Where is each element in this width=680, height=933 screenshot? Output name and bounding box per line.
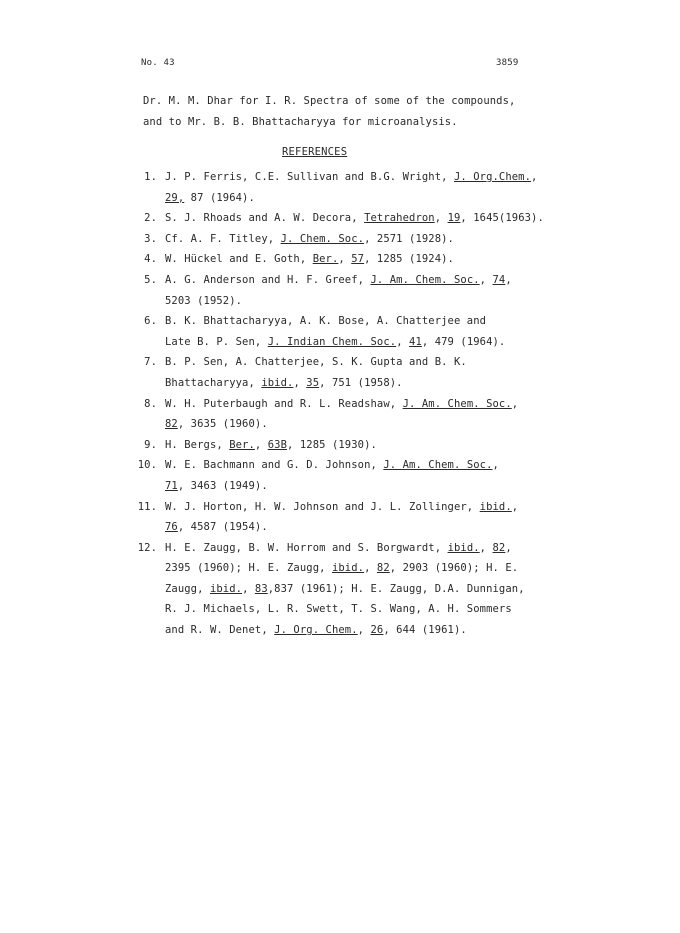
- volume-number: 82: [165, 418, 178, 431]
- reference-text: ,: [505, 273, 512, 286]
- reference-citation: , 3635 (1960).: [177, 418, 268, 431]
- reference-authors: W. H. Puterbaugh and R. L. Readshaw,: [165, 397, 403, 410]
- reference-citation: 2395 (1960); H. E. Zaugg,: [165, 562, 332, 575]
- reference-authors: S. J. Rhoads and A. W. Decora,: [165, 212, 365, 225]
- reference-text: ,: [293, 376, 307, 389]
- reference-citation: , 2571 (1928).: [364, 232, 454, 245]
- volume-number: 41: [409, 335, 422, 348]
- volume-number: 26: [370, 624, 384, 637]
- reference-citation: ,837 (1961); H. E. Zaugg, D.A. Dunnigan,: [267, 582, 525, 595]
- reference-number: 8.: [144, 397, 157, 410]
- reference-number: 5.: [144, 273, 157, 286]
- reference-citation: , 644 (1961).: [383, 624, 467, 637]
- reference-item: [135, 229, 565, 250]
- acknowledgement-line: and to Mr. B. B. Bhattacharyya for microanalysis.: [143, 116, 458, 128]
- reference-number: 12.: [137, 541, 157, 554]
- volume-number: 29,: [165, 191, 185, 204]
- reference-number: 11.: [137, 500, 157, 513]
- journal-title: ibid.: [209, 582, 243, 595]
- reference-item: [135, 270, 565, 311]
- journal-title: J. Am. Chem. Soc.: [383, 459, 493, 472]
- reference-number: 6.: [144, 315, 157, 328]
- journal-title: J. Indian Chem. Soc.: [267, 335, 397, 348]
- volume-number: 82: [376, 562, 390, 575]
- volume-number: 71: [165, 479, 178, 492]
- journal-title: ibid.: [447, 541, 480, 554]
- reference-text: ,: [479, 273, 493, 286]
- volume-number: 83: [254, 582, 268, 595]
- volume-number: 19: [447, 212, 461, 225]
- reference-citation: , 1285 (1924).: [364, 253, 454, 266]
- reference-citation: 87 (1964).: [184, 191, 255, 204]
- reference-authors: Cf. A. F. Titley,: [165, 232, 281, 245]
- reference-authors: B. K. Bhattacharyya, A. K. Bose, A. Chatterjee and: [165, 315, 487, 328]
- journal-title: J. Chem. Soc.: [280, 232, 365, 245]
- reference-citation: , 751 (1958).: [319, 376, 403, 389]
- reference-text: ,: [531, 171, 538, 183]
- reference-text: ,: [511, 397, 519, 410]
- reference-citation: , 1645(1963).: [460, 212, 544, 225]
- journal-title: J. Org. Chem.: [274, 624, 358, 637]
- reference-item: [135, 435, 565, 456]
- reference-citation: , 2903 (1960); H. E.: [389, 562, 519, 575]
- reference-authors: R. J. Michaels, L. R. Swett, T. S. Wang, A. H. Sommers: [165, 603, 512, 616]
- reference-number: 9.: [144, 438, 157, 451]
- reference-text: ,: [254, 438, 268, 451]
- reference-citation: , 4587 (1954).: [177, 521, 268, 534]
- reference-item: [135, 352, 565, 393]
- reference-item: [135, 538, 565, 641]
- volume-number: 63B: [267, 438, 288, 451]
- volume-number: 76: [165, 521, 178, 534]
- volume-number: 57: [351, 253, 365, 266]
- reference-item: [135, 311, 565, 352]
- reference-text: ,: [479, 541, 493, 554]
- reference-citation: , 1285 (1930).: [287, 438, 377, 451]
- reference-authors: Zaugg,: [165, 582, 210, 595]
- reference-authors: H. Bergs,: [165, 438, 230, 451]
- journal-title: ibid.: [479, 500, 512, 513]
- reference-number: 7.: [144, 356, 157, 369]
- reference-authors: B. P. Sen, A. Chatterjee, S. K. Gupta and B. K.: [165, 356, 467, 369]
- reference-text: ,: [505, 541, 512, 554]
- reference-authors: A. G. Anderson and H. F. Greef,: [165, 273, 371, 286]
- reference-number: 4.: [144, 253, 157, 266]
- reference-item: [135, 394, 565, 435]
- volume-number: 35: [306, 376, 320, 389]
- reference-number: 2.: [144, 212, 157, 225]
- reference-item: [135, 167, 565, 208]
- reference-authors: W. E. Bachmann and G. D. Johnson,: [165, 459, 384, 472]
- reference-citation: 5203 (1952).: [165, 294, 243, 307]
- journal-title: Ber.: [312, 253, 339, 266]
- reference-number: 3.: [144, 232, 157, 245]
- reference-authors: J. P. Ferris, C.E. Sullivan and B.G. Wright,: [165, 171, 454, 183]
- reference-number: 10.: [137, 459, 157, 472]
- reference-item: [135, 249, 565, 270]
- reference-text: ,: [338, 253, 352, 266]
- reference-citation: , 3463 (1949).: [177, 479, 268, 492]
- journal-title: J. Am. Chem. Soc.: [370, 273, 480, 286]
- reference-text: ,: [492, 459, 499, 472]
- journal-title: Ber.: [229, 438, 255, 451]
- reference-authors: H. E. Zaugg, B. W. Horrom and S. Borgwardt,: [165, 541, 448, 554]
- reference-authors: W. Hückel and E. Goth,: [165, 253, 313, 266]
- volume-number: 74: [492, 273, 506, 286]
- acknowledgement-paragraph: [143, 91, 515, 133]
- journal-issue-number: No. 43: [141, 58, 175, 68]
- reference-authors: W. J. Horton, H. W. Johnson and J. L. Zollinger,: [165, 500, 480, 513]
- reference-text: ,: [357, 624, 371, 637]
- acknowledgement-line: Dr. M. M. Dhar for I. R. Spectra of some of the compounds,: [143, 95, 516, 107]
- reference-authors: Bhattacharyya,: [165, 376, 262, 389]
- reference-citation: , 479 (1964).: [421, 335, 506, 348]
- reference-text: ,: [364, 562, 377, 575]
- journal-title: ibid.: [261, 376, 294, 389]
- reference-text: ,: [396, 335, 410, 348]
- reference-item: [135, 208, 565, 229]
- journal-title: J. Org.Chem.: [453, 171, 532, 183]
- reference-text: ,: [511, 500, 519, 513]
- page-number: 3859: [496, 58, 519, 68]
- reference-text: ,: [434, 212, 448, 225]
- references-list: [135, 167, 565, 641]
- journal-title: Tetrahedron: [364, 212, 435, 225]
- reference-item: [135, 497, 565, 538]
- reference-authors: Late B. P. Sen,: [165, 335, 268, 348]
- reference-number: 1.: [144, 171, 157, 183]
- volume-number: 82: [492, 541, 506, 554]
- journal-title: ibid.: [331, 562, 365, 575]
- reference-authors: and R. W. Denet,: [165, 624, 275, 637]
- journal-title: J. Am. Chem. Soc.: [402, 397, 512, 410]
- reference-text: ,: [242, 582, 255, 595]
- reference-item: [135, 455, 565, 496]
- references-heading: REFERENCES: [282, 146, 348, 158]
